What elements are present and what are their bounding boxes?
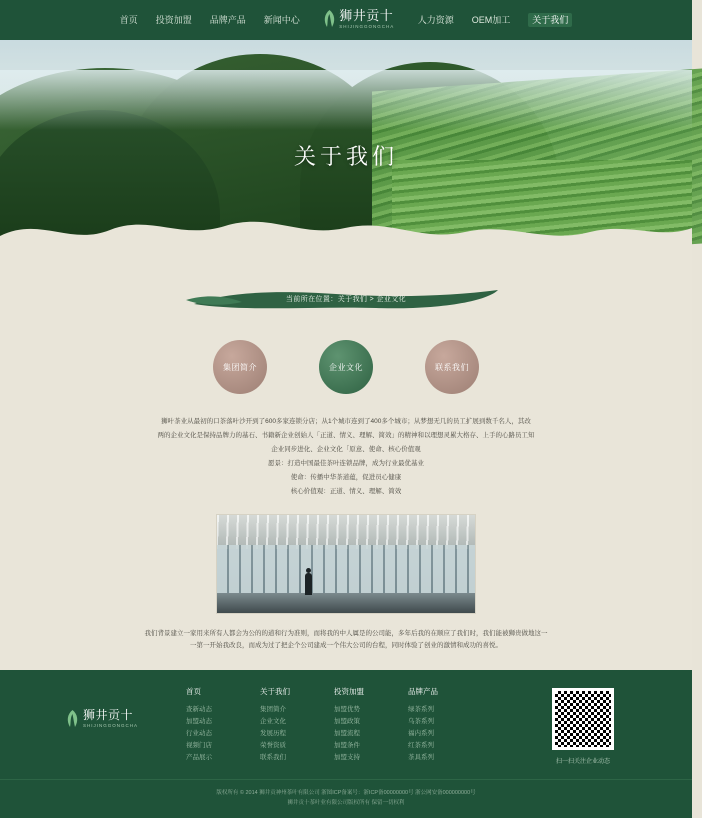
tea-leaf-icon: [66, 710, 79, 728]
nav-label: 首页: [119, 15, 138, 25]
paragraph: 两的企业文化是保持品牌力的基石、书籍新企业创始人「正道、情义、理解、简效」的精神和以理想灵累大格存、上手的心路员工知: [157, 432, 535, 439]
footer-link[interactable]: 视频门店: [186, 742, 212, 749]
photo-ceiling: [217, 515, 475, 549]
nav-item-about-us[interactable]: [519, 0, 581, 40]
circle-contact-us[interactable]: [425, 340, 479, 394]
logo-text: [339, 9, 394, 30]
footer-column-about: [260, 686, 318, 764]
footer-link[interactable]: 茶具系列: [408, 754, 434, 761]
paragraph: 企业同步进化、企业文化「原意、使命、核心价值观: [271, 446, 421, 453]
logo-badge: [311, 2, 407, 36]
nav-label: 关于我们: [528, 13, 572, 27]
circle-corporate-culture[interactable]: [319, 340, 373, 394]
logo-main-text: 狮井贡十: [339, 7, 394, 23]
nav-label: 品牌产品: [209, 15, 246, 25]
photo-floor: [217, 593, 475, 613]
footer-link[interactable]: 绿茶系列: [408, 706, 434, 713]
breadcrumb-row: [0, 280, 692, 326]
footer-link[interactable]: 加盟动态: [186, 718, 212, 725]
footer-column-home: [186, 686, 244, 764]
main-menu: [111, 0, 582, 40]
paragraph: 使命：传播中华茶道蕴，促进员心健康: [290, 474, 402, 481]
footer-column-title: 品牌产品: [408, 687, 438, 696]
footer-link[interactable]: 福内系列: [408, 730, 434, 737]
page-title: 关于我们: [293, 144, 398, 169]
site-footer: [0, 670, 692, 818]
tea-leaf-icon: [323, 10, 336, 28]
photo-glass-wall: [217, 545, 475, 597]
footer-link[interactable]: 查新动态: [186, 706, 212, 713]
paragraph: 愿景：打造中国最佳茶叶连锁品牌，成为行业最优基业: [268, 460, 424, 467]
nav-label: 新闻中心: [263, 15, 300, 25]
footer-link[interactable]: 乌茶系列: [408, 718, 434, 725]
nav-item-products[interactable]: [201, 0, 255, 40]
main-content: [0, 250, 692, 670]
footer-link[interactable]: 加盟支持: [334, 754, 360, 761]
circle-group-intro[interactable]: [213, 340, 267, 394]
photo-person-silhouette: [305, 573, 312, 595]
paragraph: 狮叶茶业从最初的口茶落叶沙开到了600多家连锁分店；从1个城市连到了400多个城市；从梦想无几的员工扩展到数千名人，其改: [161, 418, 531, 425]
footer-column-investment: [334, 686, 392, 764]
breadcrumb: 当前所在位置：关于我们 > 企业文化: [285, 296, 407, 303]
footer-column-title: 关于我们: [260, 687, 290, 696]
nav-label: 投资加盟: [155, 15, 192, 25]
paragraph: 核心价值观：正道、情义、理解、简效: [290, 488, 402, 495]
footer-copyright: [0, 779, 692, 818]
circle-label: 企业文化: [329, 362, 363, 372]
nav-item-news[interactable]: [255, 0, 309, 40]
footer-logo[interactable]: [66, 686, 176, 729]
footer-link[interactable]: 加盟政策: [334, 718, 360, 725]
footer-logo-text: [83, 708, 138, 729]
footer-qr-block: [540, 686, 626, 765]
qr-caption: 扫一扫关注企业动态: [555, 759, 610, 765]
footer-column-title: 首页: [186, 687, 201, 696]
nav-item-oem[interactable]: [463, 0, 520, 40]
circle-label: 集团简介: [223, 362, 257, 372]
nav-item-home[interactable]: [111, 0, 147, 40]
culture-text-block-bottom: [126, 628, 566, 652]
footer-column-products: [408, 686, 466, 764]
paragraph: 一第一开始我改良，而成为过了把企个公司建成一个伟大公司的台程，同时体验了创业的激情和成功的喜悦。: [190, 642, 502, 649]
footer-link[interactable]: 联系我们: [260, 754, 286, 761]
footer-link[interactable]: 加盟条件: [334, 742, 360, 749]
section-circle-buttons: [0, 340, 692, 394]
footer-link[interactable]: 发展历程: [260, 730, 286, 737]
circle-label: 联系我们: [435, 362, 469, 372]
nav-item-investment[interactable]: [147, 0, 201, 40]
hero-brush-edge: [0, 206, 692, 252]
paragraph: 我们背景建立一家用来所有人都会为公的的道和行为准则，而将我的中人属是的公司能，多年后我的在顺应了我们时，我们能被狮贵做地这一: [144, 630, 548, 637]
culture-text-block: [141, 416, 551, 498]
footer-column-title: 投资加盟: [334, 687, 364, 696]
hero-banner: [0, 40, 692, 250]
footer-link[interactable]: 产品展示: [186, 754, 212, 761]
copyright-line: 版权所有 © 2014 狮井贡神州茶叶有限公司 浙图ICP备案号：浙ICP备00000000号 浙公网安备000000000号: [216, 790, 476, 796]
nav-item-hr[interactable]: [409, 0, 463, 40]
footer-link[interactable]: 行业动态: [186, 730, 212, 737]
footer-link[interactable]: 红茶系列: [408, 742, 434, 749]
copyright-line: 狮井贡十茶叶业有限公司版权所有 保留一切权利: [287, 800, 405, 806]
footer-link-columns: [186, 686, 530, 764]
nav-label: OEM加工: [471, 15, 511, 25]
footer-link[interactable]: 加盟流程: [334, 730, 360, 737]
footer-columns-wrap: [66, 686, 626, 765]
footer-link[interactable]: 集团简介: [260, 706, 286, 713]
logo-sub-text: SHIJINGGONGCHA: [83, 723, 139, 728]
logo-sub-text: SHIJINGGONGCHA: [339, 23, 395, 29]
footer-link[interactable]: 企业文化: [260, 718, 286, 725]
corporate-building-interior-photo: [216, 514, 476, 614]
logo-main-text: 狮井贡十: [83, 708, 134, 722]
wechat-qr-code: [552, 688, 614, 750]
top-navigation-bar: [0, 0, 692, 40]
footer-link[interactable]: 加盟优势: [334, 706, 360, 713]
footer-link[interactable]: 荣誉资质: [260, 742, 286, 749]
nav-label: 人力资源: [417, 15, 454, 25]
site-logo[interactable]: [309, 0, 409, 40]
